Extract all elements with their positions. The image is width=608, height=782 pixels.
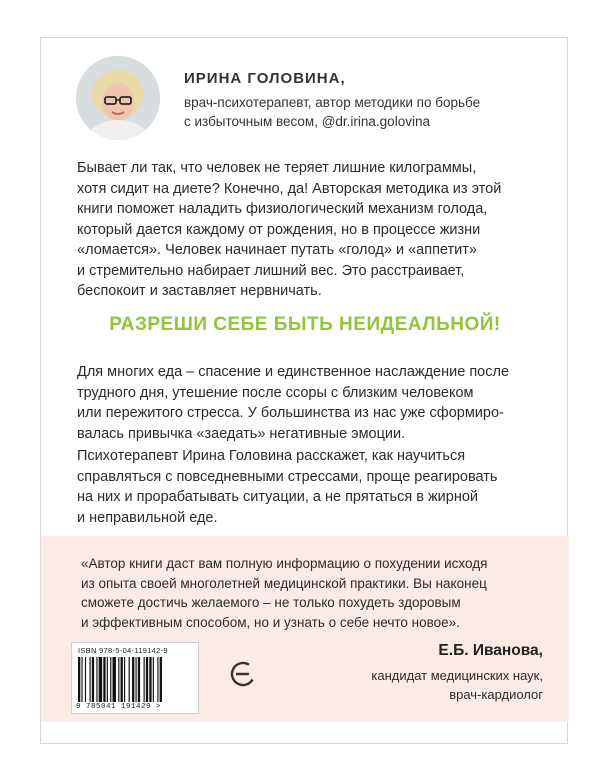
author-info [184, 70, 544, 131]
text-line: Бывает ли так, что человек не теряет лишние килограммы, [77, 160, 477, 176]
barcode-bar [110, 657, 111, 702]
barcode [71, 642, 199, 714]
author-description-line: врач-психотерапевт, автор методики по борьбе [184, 95, 481, 110]
barcode-bar [92, 657, 94, 702]
barcode-bar [85, 657, 86, 702]
body-paragraph-1 [77, 362, 537, 444]
text-line: Для многих еда – спасение и единственное наслаждение после [77, 364, 510, 380]
author-block [76, 56, 546, 146]
barcode-bar [81, 657, 82, 702]
barcode-bar [146, 657, 148, 702]
text-line: беспокоит и заставляет нервничать. [77, 283, 322, 299]
barcode-bar [113, 657, 116, 702]
slogan-heading: РАЗРЕШИ СЕБЕ БЫТЬ НЕИДЕАЛЬНОЙ! [109, 314, 501, 335]
author-name: ИРИНА ГОЛОВИНА, [184, 70, 346, 87]
text-line: хотя сидит на диете? Конечно, да! Авторская методика из этой [77, 180, 502, 197]
barcode-bar [138, 657, 140, 702]
reviewer-signature [243, 642, 543, 704]
author-photo [76, 56, 160, 140]
text-line: валась привычка «заедать» негативные эмоции. [77, 425, 406, 442]
reviewer-title [243, 666, 543, 704]
barcode-number: 9 785041 191429 > [76, 703, 162, 711]
barcode-bar [136, 657, 137, 702]
reviewer-title-line: врач-кардиолог [449, 687, 543, 702]
barcode-bars [78, 657, 194, 702]
barcode-bar [103, 657, 105, 702]
barcode-bar [160, 657, 162, 702]
barcode-bar [96, 657, 97, 702]
isbn-text: ISBN 978-5-04-119142-9 [78, 646, 168, 655]
intro-paragraph [77, 158, 537, 302]
text-line: книги поможет наладить физиологический механизм голода, [77, 201, 488, 217]
barcode-bar [157, 657, 158, 702]
review-quote [81, 554, 531, 632]
quote-line: сможете достичь желаемого – не только похудеть здоровым [81, 595, 461, 610]
barcode-bar [144, 657, 145, 702]
barcode-bar [78, 657, 80, 702]
barcode-bar [153, 657, 154, 702]
barcode-bar [124, 657, 125, 702]
barcode-bar [129, 657, 130, 702]
text-line: «ломается». Человек начинает путать «голод» и «аппетит» [77, 242, 477, 258]
barcode-bar [118, 657, 119, 702]
book-back-cover [40, 37, 568, 744]
quote-line: «Автор книги даст вам полную информацию о похудении исходя [81, 556, 488, 571]
quote-line: из опыта своей многолетней медицинской практики. Вы наконец [81, 575, 487, 591]
reviewer-name: Е.Б. Иванова, [438, 642, 543, 659]
text-line: на них и прорабатывать ситуации, а не прятаться в жирной [77, 489, 478, 505]
barcode-bar [99, 657, 102, 702]
text-line: и стремительно набирает лишний вес. Это расстраивает, [77, 262, 465, 279]
barcode-bar [90, 657, 91, 702]
text-line: и неправильной еде. [77, 509, 218, 526]
body-paragraph-2 [77, 446, 537, 528]
text-line: трудного дня, утешение после ссоры с близким человеком [77, 384, 474, 401]
barcode-bar [107, 657, 108, 702]
text-line: справляться с повседневными стрессами, проще реагировать [77, 468, 498, 485]
text-line: или пережитого стресса. У большинства из нас уже сформиро- [77, 405, 504, 421]
author-description [184, 93, 544, 131]
barcode-bar [121, 657, 123, 702]
author-description-line: с избыточным весом, @dr.irina.golovina [184, 114, 430, 129]
barcode-bar [149, 657, 151, 702]
text-line: который дается каждому от рождения, но в процессе жизни [77, 221, 481, 238]
text-line: Психотерапевт Ирина Головина расскажет, как научиться [77, 448, 466, 464]
quote-box [41, 536, 569, 722]
quote-line: и эффективным способом, но и узнать о себе нечто новое». [81, 614, 460, 630]
reviewer-title-line: кандидат медицинских наук, [371, 668, 543, 683]
barcode-bar [132, 657, 134, 702]
